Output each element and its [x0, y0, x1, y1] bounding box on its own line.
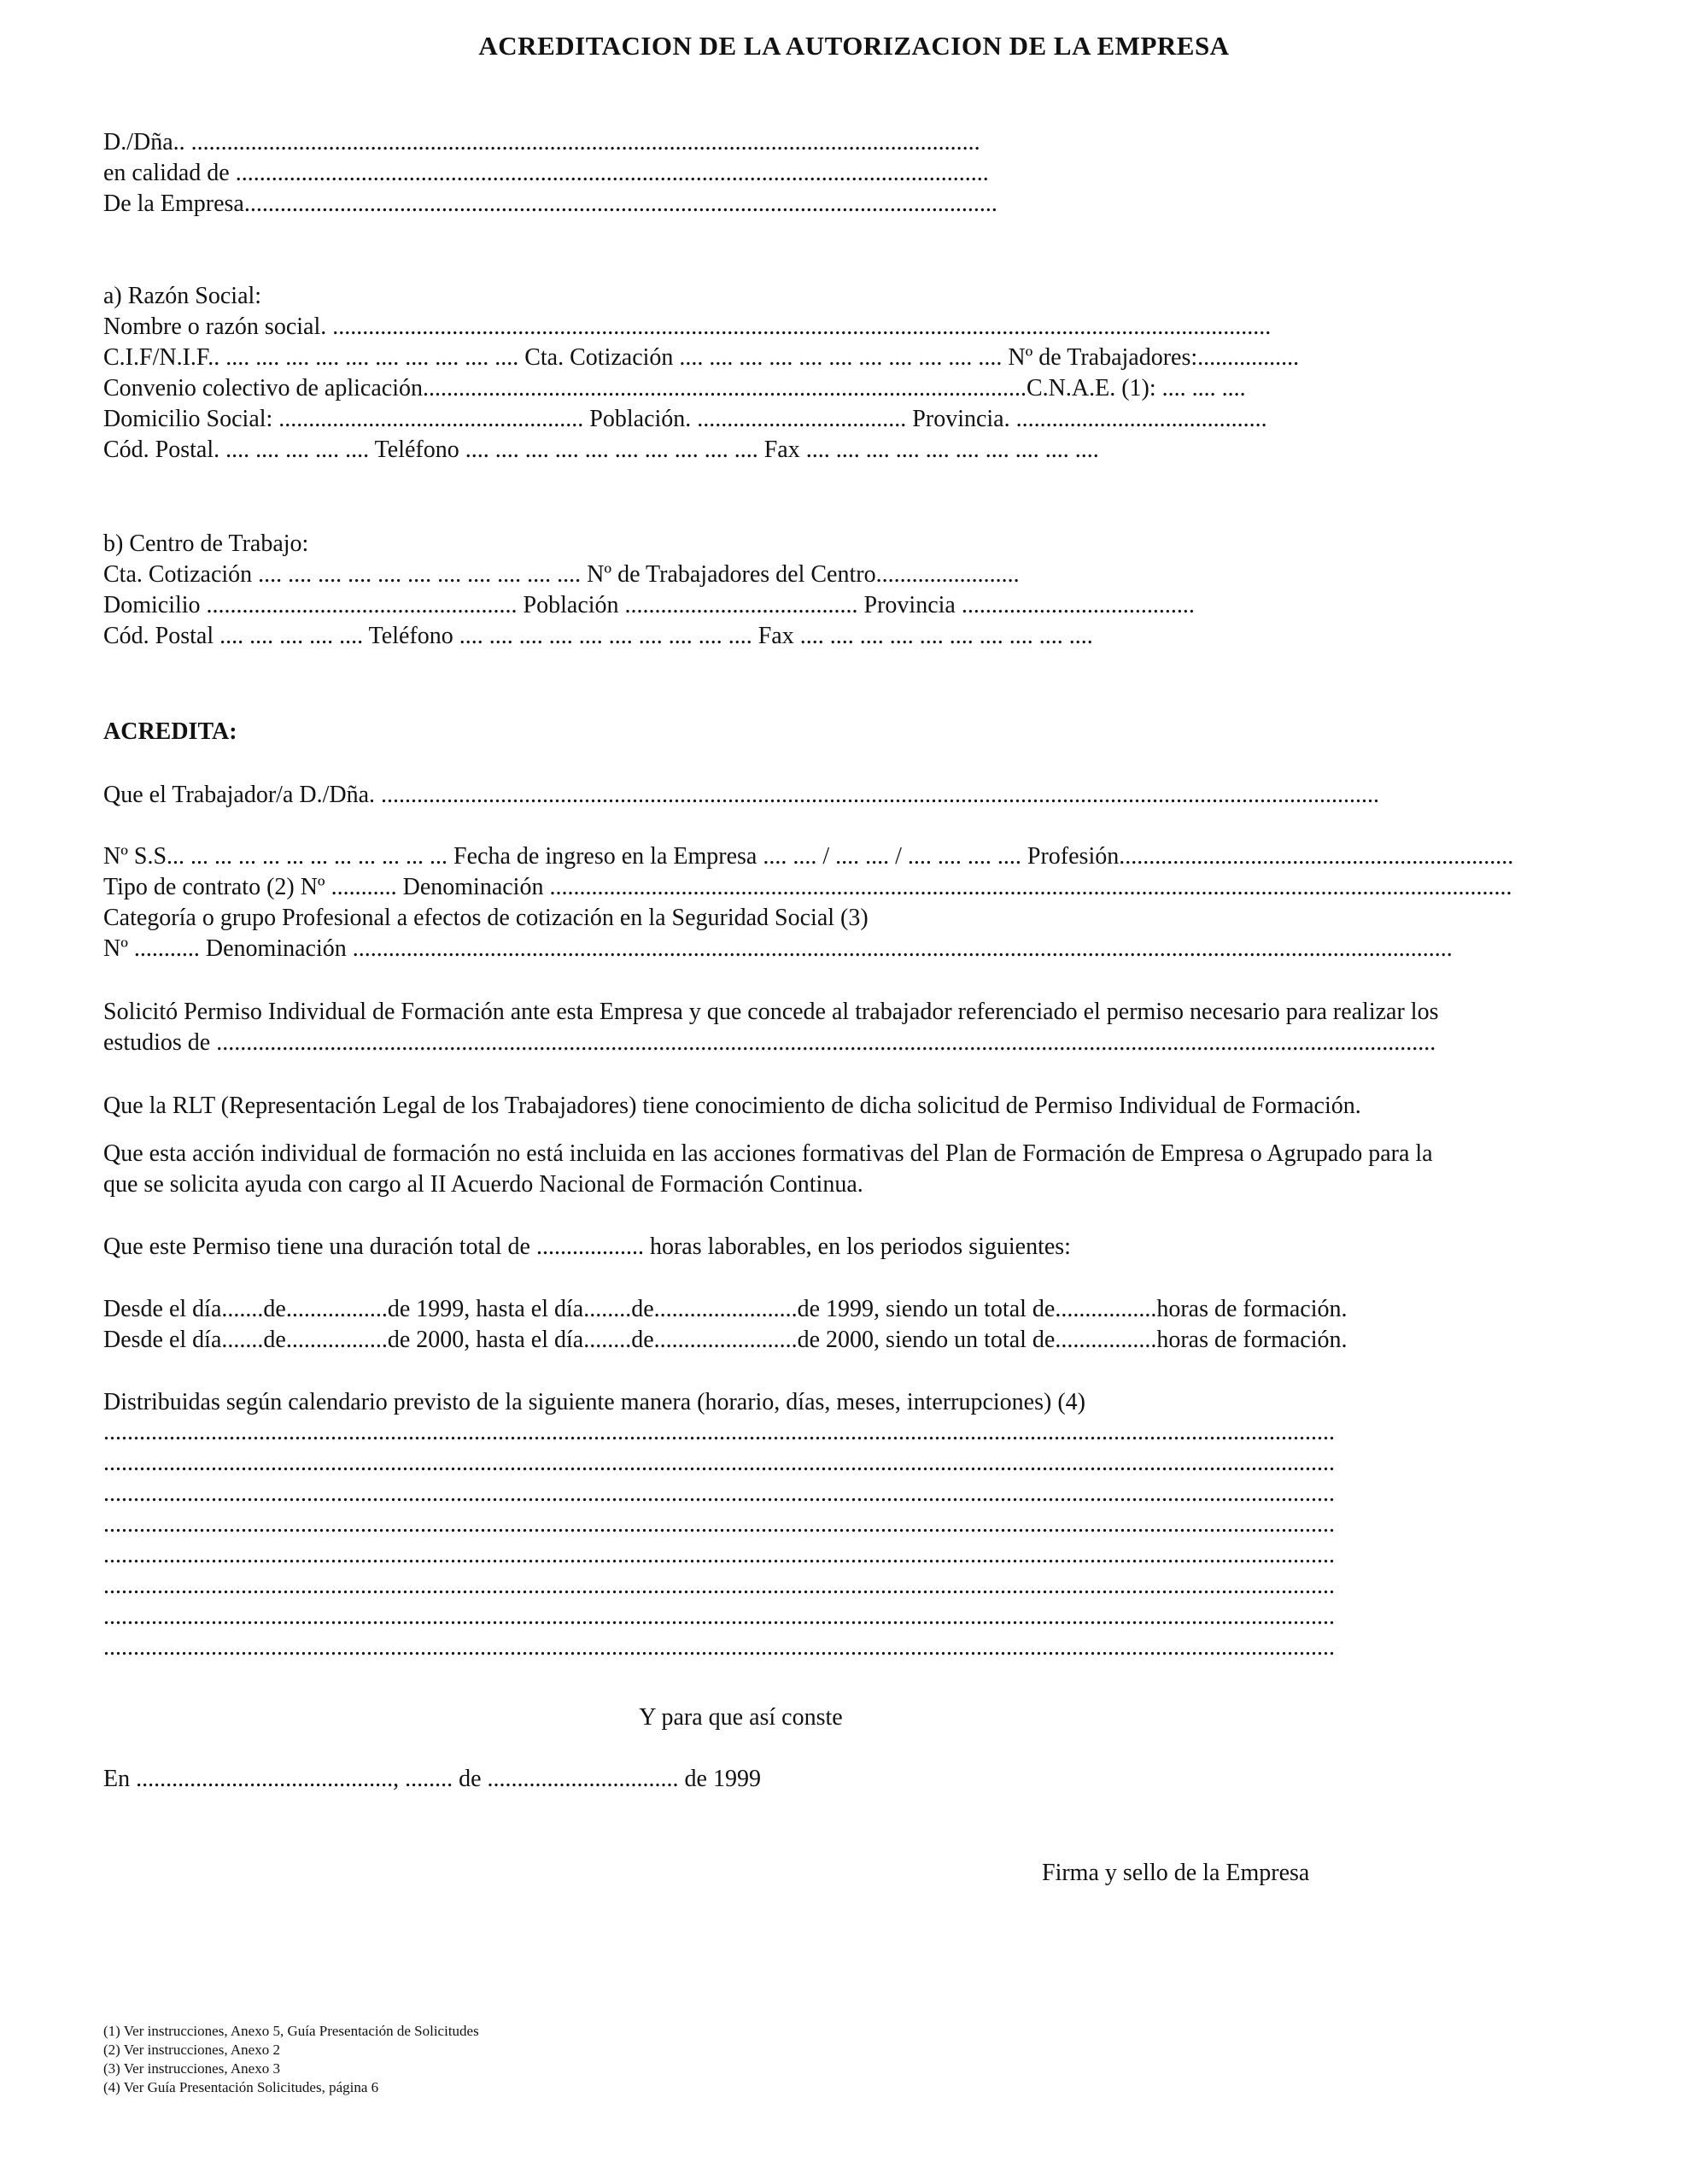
calendar-dotted-line: .............................................................................................................................................................................................................. — [103, 1511, 1335, 1538]
centro-cod-postal-line: Cód. Postal .... .... .... .... .... Teléfono .... .... .... .... .... .... .... .... .... .... Fax .... .... .... .... .... .... .... .... .... .... — [103, 623, 1093, 649]
footnote-4: (4) Ver Guía Presentación Solicitudes, página 6 — [103, 2079, 379, 2095]
periodo-2000-line: Desde el día.......de.................de 2000, hasta el día........de........................de 2000, siendo un total de.................horas de formación. — [103, 1327, 1348, 1353]
lugar-fecha-line: En ..........................................., ........ de ................................ de 1999 — [103, 1766, 761, 1792]
contrato-line: Tipo de contrato (2) Nº ........... Denominación ................................................................................................................................................................. — [103, 874, 1512, 900]
periodo-1999-line: Desde el día.......de.................de 1999, hasta el día........de........................de 1999, siendo un total de.................horas de formación. — [103, 1296, 1348, 1322]
calendar-dotted-line: .............................................................................................................................................................................................................. — [103, 1603, 1335, 1630]
calendar-dotted-line: .............................................................................................................................................................................................................. — [103, 1419, 1335, 1445]
calendar-dotted-line: .............................................................................................................................................................................................................. — [103, 1573, 1335, 1599]
centro-cotizacion-line: Cta. Cotización .... .... .... .... .... .... .... .... .... .... .... Nº de Trabajadores del Centro........................ — [103, 561, 1020, 588]
dona-field: D./Dña.. .................................................................................................................................... — [103, 129, 980, 155]
cif-line: C.I.F/N.I.F.. .... .... .... .... .... .... .... .... .... .... Cta. Cotización .... .... .... .... .... .... .... .... .... .... .... Nº de Trabajadores:................. — [103, 344, 1300, 371]
solicito-line-2: estudios de ............................................................................................................................................................................................................ — [103, 1029, 1436, 1056]
firma-sello-label: Firma y sello de la Empresa — [1042, 1860, 1310, 1886]
trabajador-line: Que el Trabajador/a D./Dña. ....................................................................................................................................................................... — [103, 782, 1380, 808]
rlt-line: Que la RLT (Representación Legal de los Trabajadores) tiene conocimiento de dicha solicitud de Permiso Individual de Formación. — [103, 1093, 1361, 1119]
section-b-heading: b) Centro de Trabajo: — [103, 530, 309, 557]
footnote-1: (1) Ver instrucciones, Anexo 5, Guía Presentación de Solicitudes — [103, 2023, 479, 2039]
centro-domicilio-line: Domicilio .................................................... Población ....................................... Provincia ....................................... — [103, 592, 1195, 618]
accion-line-2: que se solicita ayuda con cargo al II Acuerdo Nacional de Formación Continua. — [103, 1171, 863, 1198]
conste-line: Y para que así conste — [639, 1704, 843, 1731]
ss-line: Nº S.S... ... ... ... ... ... ... ... ... ... ... ... Fecha de ingreso en la Empresa .... .... / .... .... / .... .... .... .... Profesión.................................................................. — [103, 843, 1514, 870]
calendar-dotted-line: .............................................................................................................................................................................................................. — [103, 1450, 1335, 1476]
razon-social-field: Nombre o razón social. ............................................................................................................................................................. — [103, 313, 1272, 340]
section-a-heading: a) Razón Social: — [103, 283, 262, 309]
accion-line-1: Que esta acción individual de formación no está incluida en las acciones formativas del Plan de Formación de Empresa o Agrupado para la — [103, 1140, 1433, 1167]
acredita-heading: ACREDITA: — [103, 718, 237, 745]
de-la-empresa-field: De la Empresa.............................................................................................................................. — [103, 190, 997, 217]
distribuidas-line: Distribuidas según calendario previsto de la siguiente manera (horario, días, meses, interrupciones) (4) — [103, 1389, 1085, 1415]
solicito-line-1: Solicitó Permiso Individual de Formación ante esta Empresa y que concede al trabajador referenciado el permiso necesario para realizar los — [103, 999, 1439, 1025]
calendar-dotted-line: .............................................................................................................................................................................................................. — [103, 1634, 1335, 1661]
categoria-no-line: Nº ........... Denominación ........................................................................................................................................................................................ — [103, 935, 1453, 962]
footnote-2: (2) Ver instrucciones, Anexo 2 — [103, 2042, 280, 2058]
categoria-line: Categoría o grupo Profesional a efectos de cotización en la Seguridad Social (3) — [103, 905, 869, 931]
calendar-dotted-line: .............................................................................................................................................................................................................. — [103, 1480, 1335, 1507]
cod-postal-line: Cód. Postal. .... .... .... .... .... Teléfono .... .... .... .... .... .... .... .... .... .... Fax .... .... .... .... .... .... .... .... .... .... — [103, 437, 1099, 463]
footnote-3: (3) Ver instrucciones, Anexo 3 — [103, 2060, 280, 2077]
document-title: ACREDITACION DE LA AUTORIZACION DE LA EMPRESA — [478, 31, 1230, 61]
calendar-dotted-line: .............................................................................................................................................................................................................. — [103, 1542, 1335, 1568]
duracion-line: Que este Permiso tiene una duración total de .................. horas laborables, en los periodos siguientes: — [103, 1233, 1071, 1260]
convenio-line: Convenio colectivo de aplicación.....................................................................................................C.N.A.E. (1): .... .... .... — [103, 375, 1246, 401]
en-calidad-de-field: en calidad de .............................................................................................................................. — [103, 160, 989, 186]
domicilio-social-line: Domicilio Social: ................................................... Población. ................................... Provincia. .......................................... — [103, 406, 1267, 432]
